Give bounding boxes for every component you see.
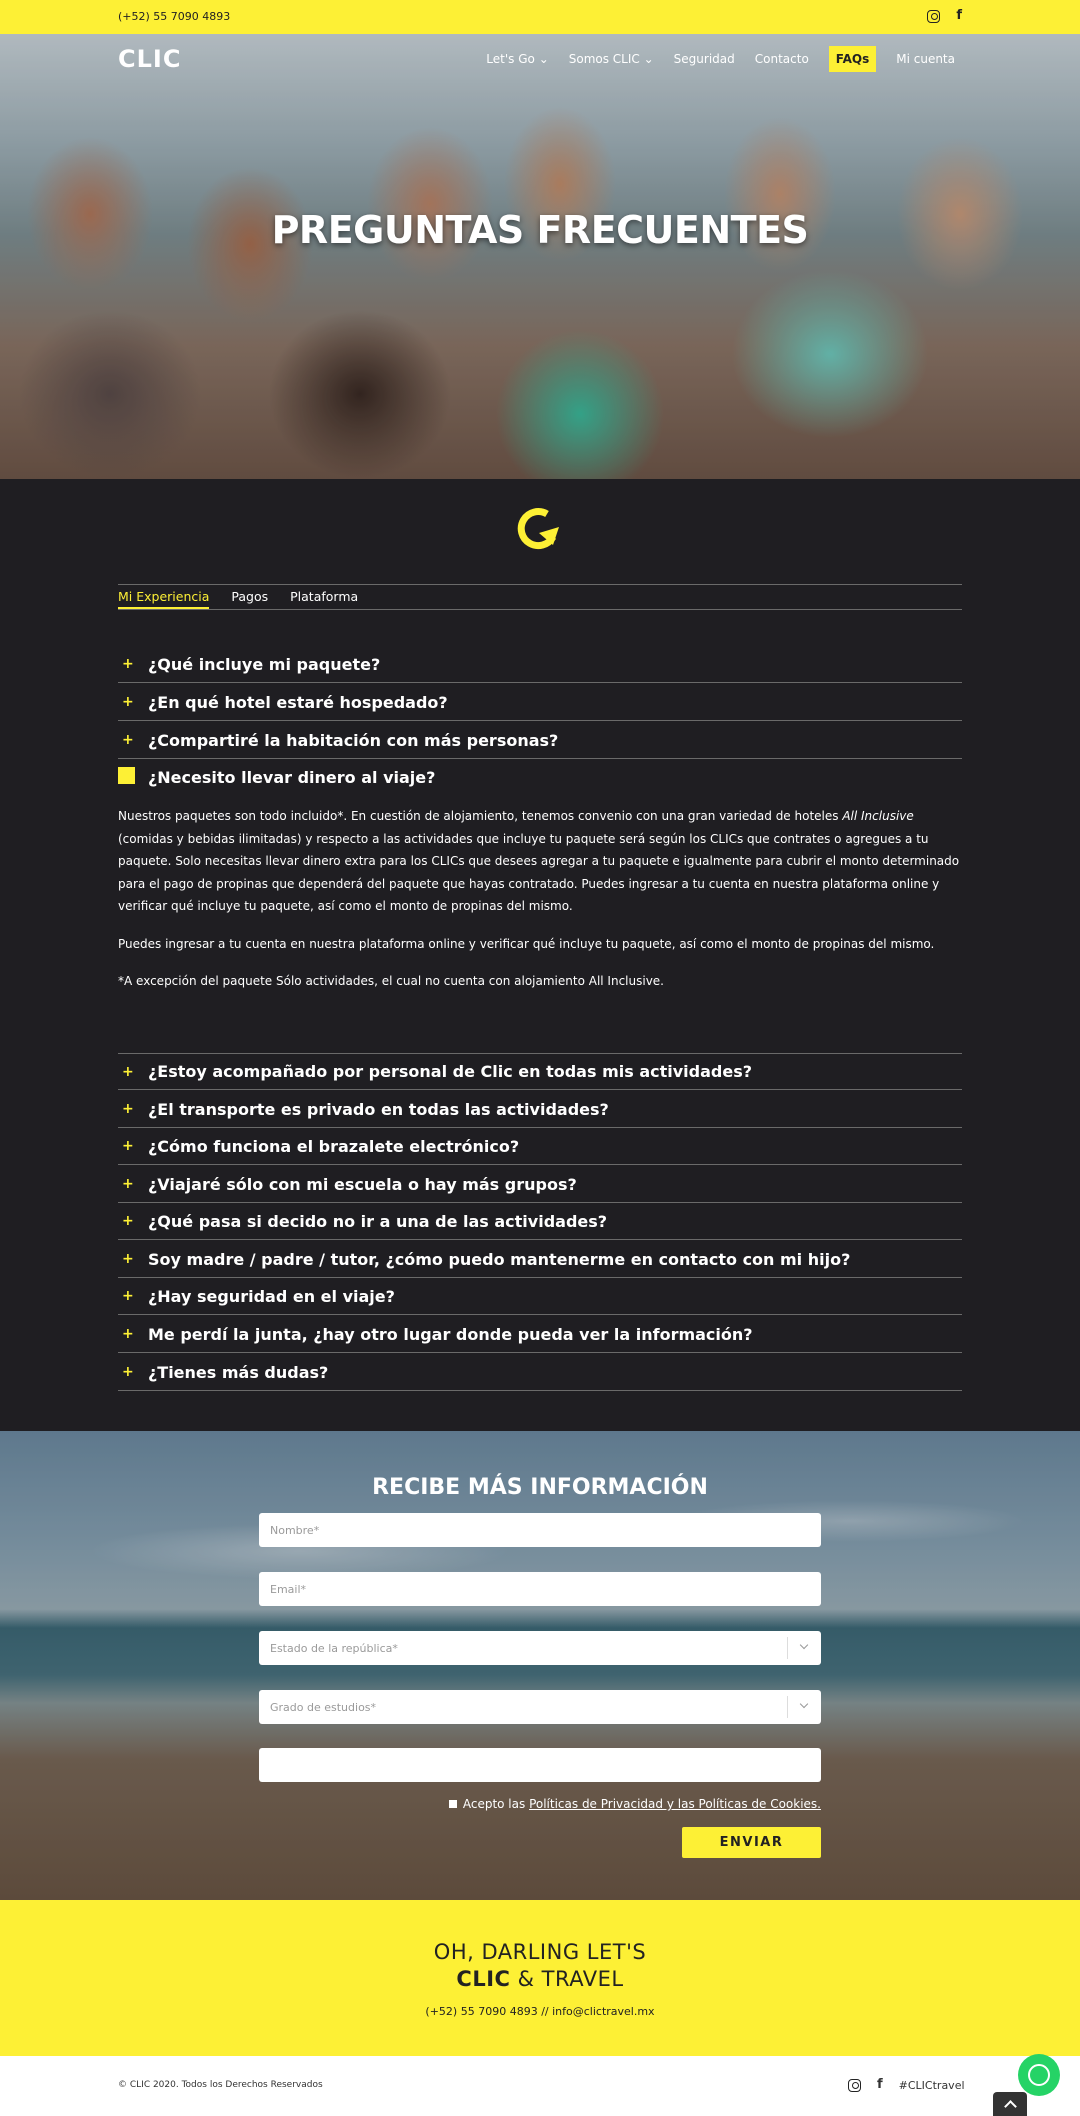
- plus-icon: +: [122, 1251, 134, 1267]
- faq-question: ¿Necesito llevar dinero al viaje?: [148, 768, 436, 787]
- answer-paragraph-1: Nuestros paquetes son todo incluido*. En cuestión de alojamiento, tenemos convenio con una gran variedad de hoteles All Inclusive (comidas y bebidas ilimitadas) y respecto a las actividades que incluye tu paquete será según los CLICs que contrates o agregues a tu paquete. Solo necesitas llevar dinero extra para los CLICs que desees agregar a tu paquete e igualmente para cubrir el monto determinado para el pago de propinas que dependerá del paquete que hayas contratado. Puedes ingresar a tu cuenta en nuestra plataforma online y verificar qué incluye tu paquete, así como el monto de propinas del mismo.: [118, 809, 960, 913]
- nav-lets-go[interactable]: Let's Go ⌄: [486, 52, 549, 66]
- faq-item[interactable]: [118, 684, 962, 721]
- state-select-placeholder: Estado de la república*: [270, 1642, 398, 1655]
- faq-item[interactable]: [118, 646, 962, 683]
- footer: [0, 2056, 1080, 2116]
- facebook-icon[interactable]: f: [956, 8, 962, 23]
- whatsapp-icon[interactable]: [1018, 2054, 1060, 2096]
- chevron-down-icon: [787, 1637, 821, 1659]
- plus-icon: +: [122, 1101, 134, 1117]
- faq-item[interactable]: [118, 1278, 962, 1315]
- nav-mi-cuenta[interactable]: Mi cuenta: [896, 52, 955, 66]
- faq-item[interactable]: [118, 1053, 962, 1090]
- faq-question: ¿Hay seguridad en el viaje?: [148, 1286, 395, 1306]
- tab-mi-experiencia[interactable]: Mi Experiencia: [118, 585, 209, 609]
- plus-icon: +: [122, 1138, 134, 1154]
- plus-icon: +: [122, 1364, 134, 1380]
- nav-somos-clic[interactable]: Somos CLIC ⌄: [568, 52, 654, 66]
- scroll-to-top-button[interactable]: [993, 2092, 1027, 2116]
- grade-select[interactable]: [259, 1690, 821, 1724]
- consent-checkbox[interactable]: [449, 1800, 457, 1808]
- top-bar: [0, 0, 1080, 34]
- faq-item[interactable]: [118, 1316, 962, 1353]
- faq-answer: [118, 805, 962, 1008]
- tab-plataforma[interactable]: Plataforma: [290, 589, 359, 604]
- main-nav: [486, 46, 955, 72]
- faq-item[interactable]: [118, 1354, 962, 1391]
- faq-question: ¿El transporte es privado en todas las actividades?: [148, 1099, 609, 1119]
- form-title: RECIBE MÁS INFORMACIÓN: [372, 1475, 708, 1500]
- faq-item[interactable]: [118, 1091, 962, 1128]
- page-title: PREGUNTAS FRECUENTES: [271, 208, 809, 252]
- plus-icon: +: [122, 1326, 134, 1342]
- faq-item-open[interactable]: [118, 759, 962, 796]
- plus-icon: +: [122, 1288, 134, 1304]
- faq-question: ¿Tienes más dudas?: [148, 1362, 329, 1382]
- faq-question: ¿Viajaré sólo con mi escuela o hay más grupos?: [148, 1174, 577, 1194]
- state-select[interactable]: [259, 1631, 821, 1665]
- submit-button[interactable]: ENVIAR: [682, 1827, 821, 1858]
- faq-tabs: [118, 584, 962, 610]
- email-input[interactable]: [259, 1572, 821, 1606]
- plus-icon: +: [122, 656, 134, 672]
- footer-social: [848, 2078, 965, 2092]
- faq-question: ¿Estoy acompañado por personal de Clic en todas mis actividades?: [148, 1062, 753, 1081]
- faq-item[interactable]: [118, 722, 962, 759]
- plus-icon: +: [122, 694, 134, 710]
- faq-item[interactable]: [118, 1128, 962, 1165]
- chevron-down-icon: [787, 1696, 821, 1718]
- instagram-icon[interactable]: [927, 10, 940, 23]
- minus-icon: [118, 767, 148, 788]
- tab-pagos[interactable]: Pagos: [231, 589, 269, 604]
- top-social: [927, 9, 962, 23]
- consent-row: [449, 1797, 821, 1811]
- faq-question: ¿Cómo funciona el brazalete electrónico?: [148, 1136, 520, 1156]
- faq-question: Soy madre / padre / tutor, ¿cómo puedo mantenerme en contacto con mi hijo?: [148, 1249, 851, 1269]
- plus-icon: +: [122, 732, 134, 748]
- tagline-section: [0, 1900, 1080, 2056]
- answer-paragraph-2: Puedes ingresar a tu cuenta en nuestra plataforma online y verificar qué incluye tu paquete, así como el monto de propinas del mismo.: [118, 936, 935, 951]
- name-field-wrap: [259, 1513, 821, 1547]
- faq-question: ¿Compartiré la habitación con más personas?: [148, 730, 559, 750]
- faq-question: ¿En qué hotel estaré hospedado?: [148, 692, 448, 712]
- faq-item[interactable]: [118, 1241, 962, 1278]
- name-input[interactable]: [259, 1513, 821, 1547]
- info-form-section: [0, 1431, 1080, 1900]
- site-logo[interactable]: CLIC: [118, 45, 182, 73]
- nav-contacto[interactable]: Contacto: [754, 52, 809, 66]
- facebook-icon[interactable]: f: [877, 2077, 883, 2092]
- tagline-line-2: CLIC & TRAVEL: [456, 1967, 624, 1991]
- answer-paragraph-3: *A excepción del paquete Sólo actividades, el cual no cuenta con alojamiento All Inclusive.: [118, 974, 664, 988]
- copyright: © CLIC 2020. Todos los Derechos Reservados: [118, 2080, 323, 2090]
- extra-input[interactable]: [259, 1748, 821, 1782]
- privacy-policy-link[interactable]: Políticas de Privacidad y las Políticas de Cookies.: [529, 1797, 821, 1811]
- plus-icon: +: [122, 1213, 134, 1229]
- faq-question: ¿Qué pasa si decido no ir a una de las actividades?: [148, 1211, 608, 1231]
- faq-section: [0, 479, 1080, 1431]
- faq-item[interactable]: [118, 1203, 962, 1240]
- plus-icon: +: [122, 1063, 134, 1080]
- clic-logo-icon: [517, 505, 563, 551]
- consent-text: Acepto las Políticas de Privacidad y las Políticas de Cookies.: [462, 1797, 821, 1811]
- faq-question: ¿Qué incluye mi paquete?: [148, 654, 381, 674]
- hero-banner: [0, 34, 1080, 479]
- faq-item[interactable]: [118, 1166, 962, 1203]
- extra-field-wrap: [259, 1748, 821, 1782]
- grade-select-placeholder: Grado de estudios*: [270, 1701, 377, 1714]
- nav-seguridad[interactable]: Seguridad: [673, 52, 735, 66]
- faq-question: Me perdí la junta, ¿hay otro lugar donde pueda ver la información?: [148, 1324, 753, 1344]
- instagram-icon[interactable]: [848, 2079, 861, 2092]
- plus-icon: +: [122, 1176, 134, 1192]
- tagline-contact[interactable]: (+52) 55 7090 4893 // info@clictravel.mx: [425, 2005, 655, 2018]
- tagline-line-1: OH, DARLING LET'S: [433, 1940, 647, 1964]
- email-field-wrap: [259, 1572, 821, 1606]
- hashtag-link[interactable]: #CLICtravel: [898, 2078, 965, 2092]
- nav-faqs[interactable]: FAQs: [829, 46, 876, 72]
- top-phone[interactable]: (+52) 55 7090 4893: [118, 10, 231, 23]
